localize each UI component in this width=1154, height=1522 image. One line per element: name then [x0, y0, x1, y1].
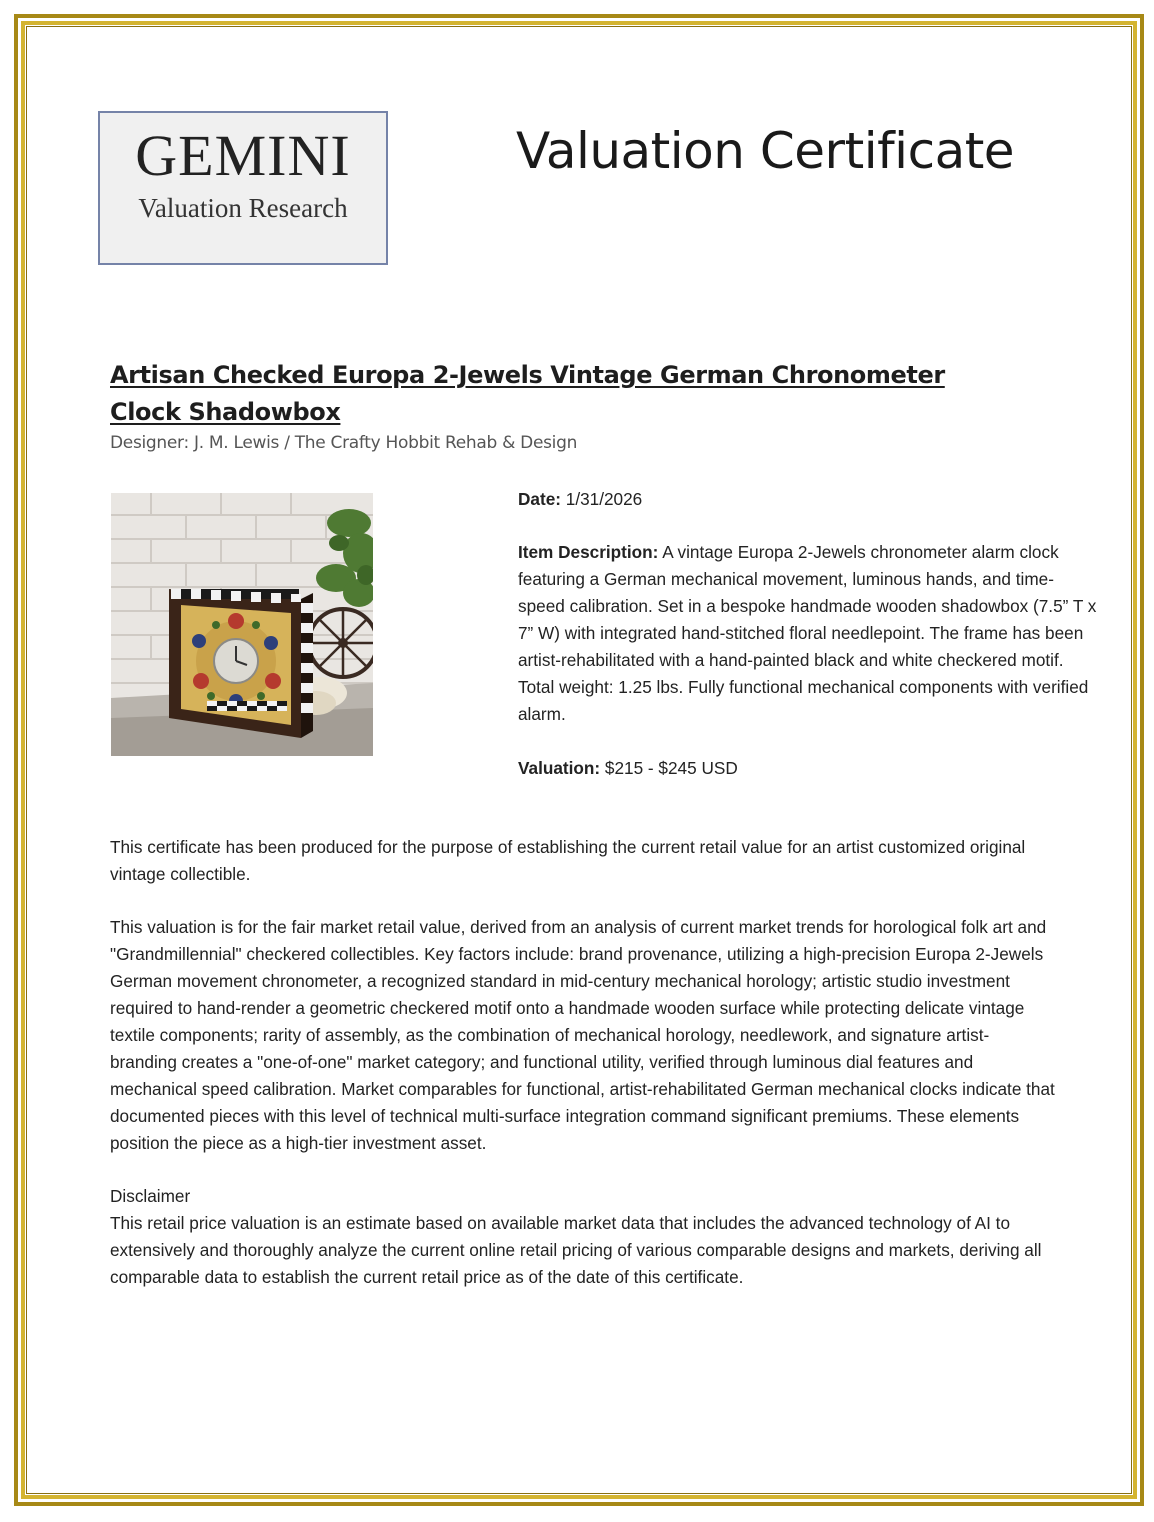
analysis-paragraph: This valuation is for the fair market retail value, derived from an analysis of current market trends for horological folk art and "Grandmillennial" checkered collectibles. Key factors include: brand provenance, utilizing a high-precision Europa 2-Jewels German movement chronometer, a recognized standard in mid-century mechanical horology; artistic studio investment required to hand-render a geometric checkered motif onto a handmade wooden surface while protecting delicate vintage textile components; rarity of assembly, as the combination of mechanical horology, needlework, and signature artist-branding creates a "one-of-one" market category; and functional utility, verified through luminous dial features and mechanical speed calibration. Market comparables for functional, artist-rehabilitated German mechanical clocks indicate that documented pieces with this level of technical multi-surface integration command significant premiums. These elements position the piece as a high-tier investment asset. — [110, 917, 1055, 1153]
description-label: Item Description: — [518, 542, 659, 562]
logo-subtitle: Valuation Research — [138, 193, 348, 223]
designer-credit: Designer: J. M. Lewis / The Crafty Hobbit Rehab & Design — [110, 433, 578, 453]
item-photo — [111, 493, 373, 756]
certificate-body — [110, 834, 1055, 1291]
disclaimer-heading: Disclaimer — [110, 1186, 191, 1206]
purpose-paragraph: This certificate has been produced for the purpose of establishing the current retail value for an artist customized original vintage collectible. — [110, 837, 1026, 884]
document-title: Valuation Certificate — [516, 122, 1015, 180]
description-line — [518, 539, 1098, 728]
date-line — [518, 486, 1098, 513]
date-label: Date: — [518, 489, 561, 509]
valuation-value: $215 - $245 USD — [604, 758, 738, 778]
item-title: Artisan Checked Europa 2-Jewels Vintage German Chronometer Clock Shadowbox — [110, 361, 945, 426]
date-value: 1/31/2026 — [565, 489, 643, 509]
valuation-label: Valuation: — [518, 758, 601, 778]
item-details — [518, 486, 1098, 782]
valuation-line — [518, 755, 1098, 782]
description-value: A vintage Europa 2-Jewels chronometer alarm clock featuring a German mechanical movement, luminous hands, and time-speed calibration. Set in a bespoke handmade wooden shadowbox (7.5” T x 7” W) with integrated hand-stitched floral needlepoint. The frame has been artist-rehabilitated with a hand-painted black and white checkered motif. Total weight: 1.25 lbs. Fully functional mechanical components with verified alarm. — [518, 542, 1097, 724]
company-logo — [98, 111, 388, 265]
disclaimer-paragraph: This retail price valuation is an estimate based on available market data that includes the advanced technology of AI to extensively and thoroughly analyze the current online retail pricing of various comparable designs and markets, deriving all comparable data to establish the current retail price as of the date of this certificate. — [110, 1213, 1042, 1287]
logo-name: GEMINI — [135, 123, 351, 188]
